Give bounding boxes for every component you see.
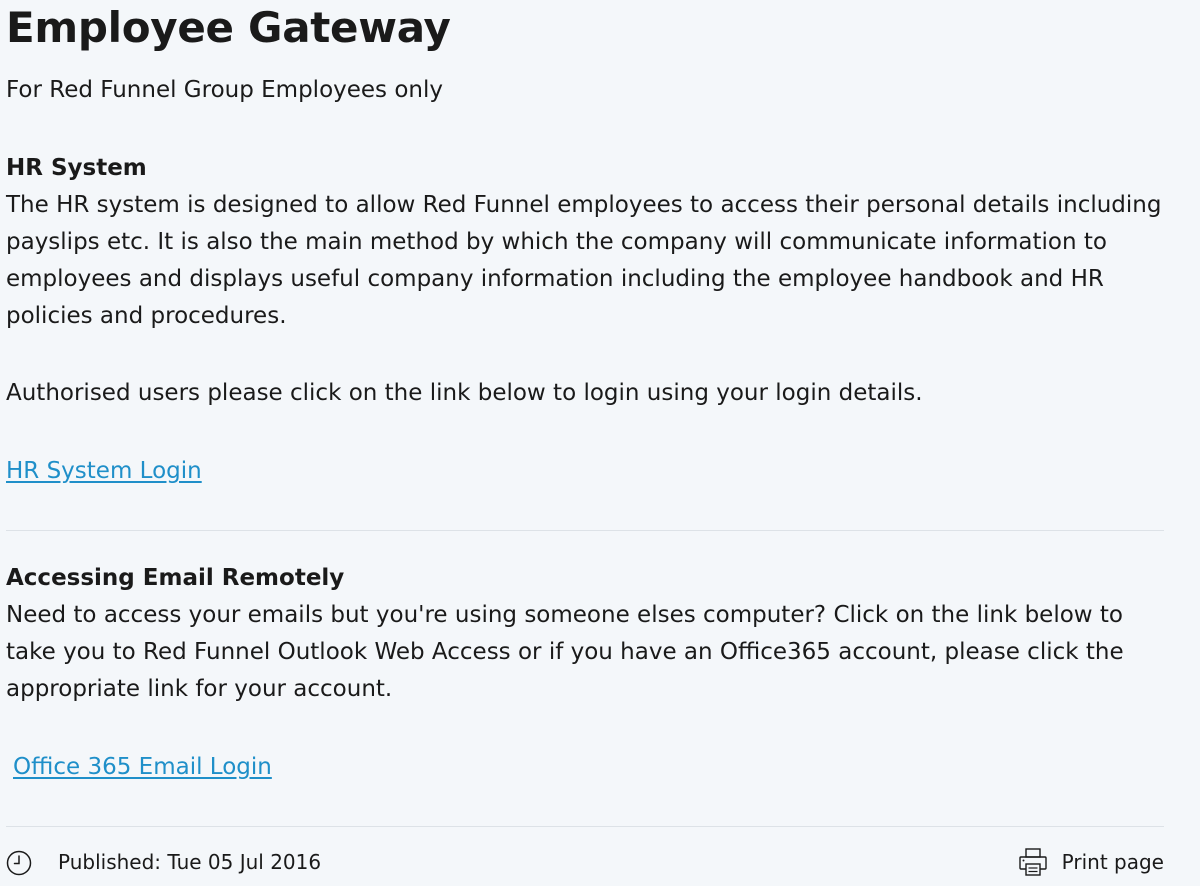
hr-section-description: The HR system is designed to allow Red Funnel employees to access their personal details including payslips etc. It is also the main method by which the company will communicate information to employees and displays useful company information including the employee handbook and HR policies and procedures.: [6, 192, 1162, 329]
footer-divider: [6, 826, 1164, 827]
office365-email-login-link[interactable]: Office 365 Email Login: [13, 754, 272, 780]
hr-section-instruction: Authorised users please click on the link below to login using your login details.: [6, 380, 923, 406]
page-subtitle: For Red Funnel Group Employees only: [6, 77, 443, 103]
print-page-button[interactable]: [1018, 846, 1164, 878]
page-title: Employee Gateway: [6, 3, 451, 52]
email-section-description: Need to access your emails but you're using someone elses computer? Click on the link below to take you to Red Funnel Outlook Web Access or if you have an Office365 account, please click the appropriate link for your account.: [6, 602, 1124, 702]
clock-icon: [6, 850, 32, 876]
print-page-label: Print page: [1061, 850, 1164, 874]
printer-icon: [1018, 847, 1048, 877]
email-section-heading: Accessing Email Remotely: [6, 565, 345, 591]
hr-section-heading: HR System: [6, 155, 147, 181]
hr-system-login-link[interactable]: HR System Login: [6, 458, 202, 484]
section-divider: [6, 530, 1164, 531]
page-footer: [6, 846, 1164, 878]
published-date: Published: Tue 05 Jul 2016: [58, 850, 322, 874]
